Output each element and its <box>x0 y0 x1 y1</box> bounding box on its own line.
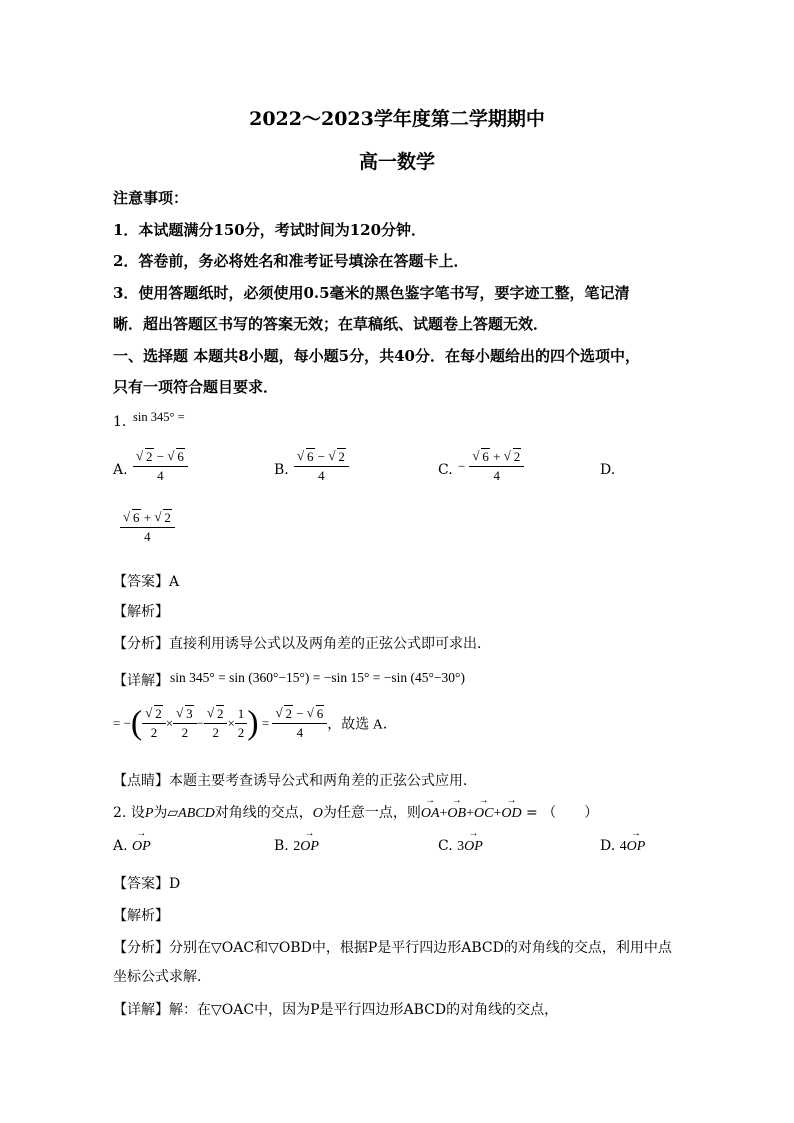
q2-option-d: D. 4→ OP <box>600 838 645 855</box>
notice-item-1: 1．本试题满分150分，考试时间为120分钟． <box>113 221 427 239</box>
section1-heading: 一、选择题 本题共8小题，每小题5分，共40分．在每小题给出的四个选项中， <box>113 347 640 365</box>
q1-option-c-value: − √ $\frac{6 + √ 2}{4}$ <box>458 449 524 484</box>
q1-answer: 【答案】A <box>113 574 180 590</box>
q1-option-b-value: √ $\frac{6 - √ 2}{4}$ <box>294 449 349 484</box>
q1-option-c-label: C. <box>438 462 453 478</box>
q1-fenxi: 【分析】直接利用诱导公式以及两角差的正弦公式即可求出． <box>113 636 491 652</box>
q2-fenxi-line2: 坐标公式求解． <box>113 969 211 985</box>
q1-option-b-label: B. <box>274 462 289 478</box>
q1-option-a-value: √ $\frac{2 - √ 6}{4}$ <box>133 449 188 484</box>
notice-item-3-cont: 晰．超出答题区书写的答案无效；在草稿纸、试题卷上答题无效． <box>113 315 549 333</box>
notice-item-3: 3．使用答题纸时，必须使用0.5毫米的黑色鉴字笔书写，要字迹工整，笔记清 <box>113 284 630 302</box>
q2-analysis-label: 【解析】 <box>113 908 169 924</box>
exam-title: 2022～2023学年度第二学期期中 <box>249 108 545 130</box>
q1-analysis-label: 【解析】 <box>113 604 169 620</box>
q2-option-c: C. 3→ OP <box>438 838 483 855</box>
q1-option-d-label: D. <box>600 462 616 478</box>
q2-fenxi-line1: 【分析】分别在▽OAC和▽OBD中，根据P是平行四边形ABCD的对角线的交点，利用中点 <box>113 940 672 956</box>
q1-detail-label: 【详解】 <box>113 673 169 689</box>
notice-item-2: 2．答卷前，务必将姓名和准考证号填涂在答题卡上． <box>113 252 469 270</box>
exam-subject: 高一数学 <box>358 151 435 173</box>
section1-heading-cont: 只有一项符合题目要求． <box>113 378 279 396</box>
notice-heading: 注意事项： <box>113 189 189 207</box>
q1-detail-line1: sin 345° = sin (360°−15°) = −sin 15° = −sin (45°−30°) <box>170 670 465 685</box>
q1-stem: sin 345° = <box>133 410 185 424</box>
q2-option-a: A. → OP <box>113 838 151 855</box>
q1-dianjing: 【点睛】本题主要考查诱导公式和两角差的正弦公式应用． <box>113 773 477 789</box>
q2-stem: 2. 设P为▱ABCD对角线的交点，O为任意一点，则→ OA+→ OB+→ OC+→ OD = （ ） <box>113 802 598 822</box>
q1-number: 1. <box>113 414 127 430</box>
q2-detail: 【详解】解：在▽OAC中，因为P是平行四边形ABCD的对角线的交点， <box>113 1002 559 1018</box>
q1-option-d-value: √ $\frac{6 + √ 2}{4}$ <box>120 510 175 545</box>
q1-option-a-label: A. <box>113 462 128 478</box>
q1-detail-line2: = −( √ $\frac{2}{2}$ × √ $\frac{3}{2}$ − √ $\frac{2}{2}$ × $\frac{1}{2}$ ) = √ $\frac{2 - √ 6}{4}$ ，故选 A． <box>113 706 397 741</box>
q2-answer: 【答案】D <box>113 876 181 892</box>
q2-option-b: B. 2→ OP <box>274 838 319 855</box>
